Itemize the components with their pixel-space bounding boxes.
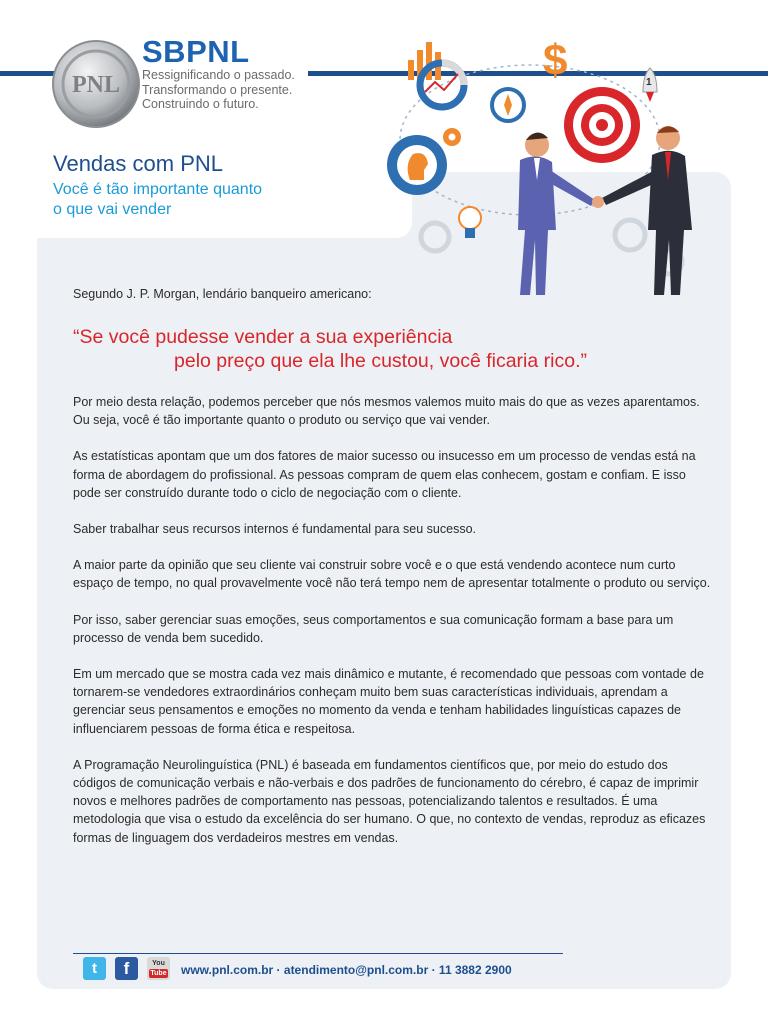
youtube-tube: Tube [150, 970, 167, 977]
youtube-you: You [152, 960, 165, 967]
faint-gear-icon [421, 223, 449, 251]
lightbulb-icon [459, 207, 481, 238]
footer-contact[interactable]: www.pnl.com.br · atendimento@pnl.com.br · 11 3882 2900 [181, 963, 512, 977]
quote-line-2: pelo preço que ela lhe custou, você ficaria rico.” [174, 350, 587, 372]
youtube-icon[interactable] [147, 957, 170, 980]
subtitle-line-2: o que vai vender [53, 201, 172, 218]
compass-icon [492, 89, 524, 121]
twitter-icon[interactable]: t [83, 957, 106, 980]
brand-tagline-2: Transformando o presente. [142, 82, 293, 97]
article-body [73, 287, 713, 847]
brain-gear-icon [387, 135, 447, 195]
svg-text:1: 1 [646, 77, 652, 88]
paragraphs [73, 393, 713, 847]
handshake-illustration [380, 30, 740, 305]
page-title: Vendas com PNL [53, 151, 223, 176]
footer-rule [73, 953, 563, 954]
paragraph-5: Por isso, saber gerenciar suas emoções, seus comportamentos e sua comunicação formam a base para um processo de venda bem sucedido. [73, 612, 674, 645]
seal-lettering: PNL [72, 72, 120, 98]
brand-tagline-3: Construindo o futuro. [142, 97, 259, 111]
dollar-sign-icon: $ [543, 36, 568, 85]
subtitle-line-1: Você é tão importante quanto [53, 181, 263, 198]
page-subtitle [53, 180, 262, 220]
handshake-hands [592, 196, 604, 208]
brand-name: SBPNL [142, 34, 250, 69]
paragraph-3: Saber trabalhar seus recursos internos é fundamental para seu sucesso. [73, 522, 477, 537]
intro-text: Segundo J. P. Morgan, lendário banqueiro americano: [73, 287, 372, 301]
paragraph-4: A maior parte da opinião que seu cliente vai construir sobre você e o que está vendendo acontece num curto espaço de tempo, no qual provavelmente você não terá tempo nem de apresentar totalmente o produto ou serviço. [73, 558, 711, 591]
brand-tagline-1: Ressignificando o passado. [142, 68, 295, 82]
paragraph-2: As estatísticas apontam que um dos fatores de maior sucesso ou insucesso em um processo de vendas está na forma de abordagem do profissional. As pessoas compram de quem elas conhecem, gostam e confiam. E isso pode ser construído durante todo o ciclo de negociação com o cliente. [73, 449, 696, 500]
sbpnl-seal-logo [50, 38, 142, 130]
brand-block [142, 36, 295, 112]
paragraph-6: Em um mercado que se mostra cada vez mais dinâmico e mutante, é recomendado que pessoas com vontade de tornarem-se vendedores extraordinários conheçam muito bem suas características individuais, aprendam a gerenciar seus pensamentos e emoções no momento da venda e tenham habilidades linguísticas capazes de influenciarem pessoas de forma ética e respeitosa. [73, 667, 704, 736]
paragraph-7: A Programação Neurolinguística (PNL) é baseada em fundamentos científicos que, por meio do estudo dos códigos de comunicação verbais e não-verbais e dos padrões de funcionamento do cérebro, é capaz de imprimir novos e melhores padrões de comportamento nas pessoas, potencializando talentos e resultados. É uma metodologia que visa o estudo da excelência do ser humano. O que, no contexto de vendas, reproduz as eficazes formas de linguagem dos verdadeiros mestres em vendas. [73, 757, 706, 845]
target-icon [564, 87, 640, 163]
facebook-icon[interactable]: f [115, 957, 138, 980]
pull-quote [73, 325, 713, 373]
rocket-icon [643, 68, 657, 102]
paragraph-1: Por meio desta relação, podemos perceber que nós mesmos valemos muito mais do que as vezes aparentamos. Ou seja, você é tão importante quanto o produto ou serviço que vai vender. [73, 395, 700, 428]
quote-line-1: “Se você pudesse vender a sua experiência [73, 326, 453, 348]
